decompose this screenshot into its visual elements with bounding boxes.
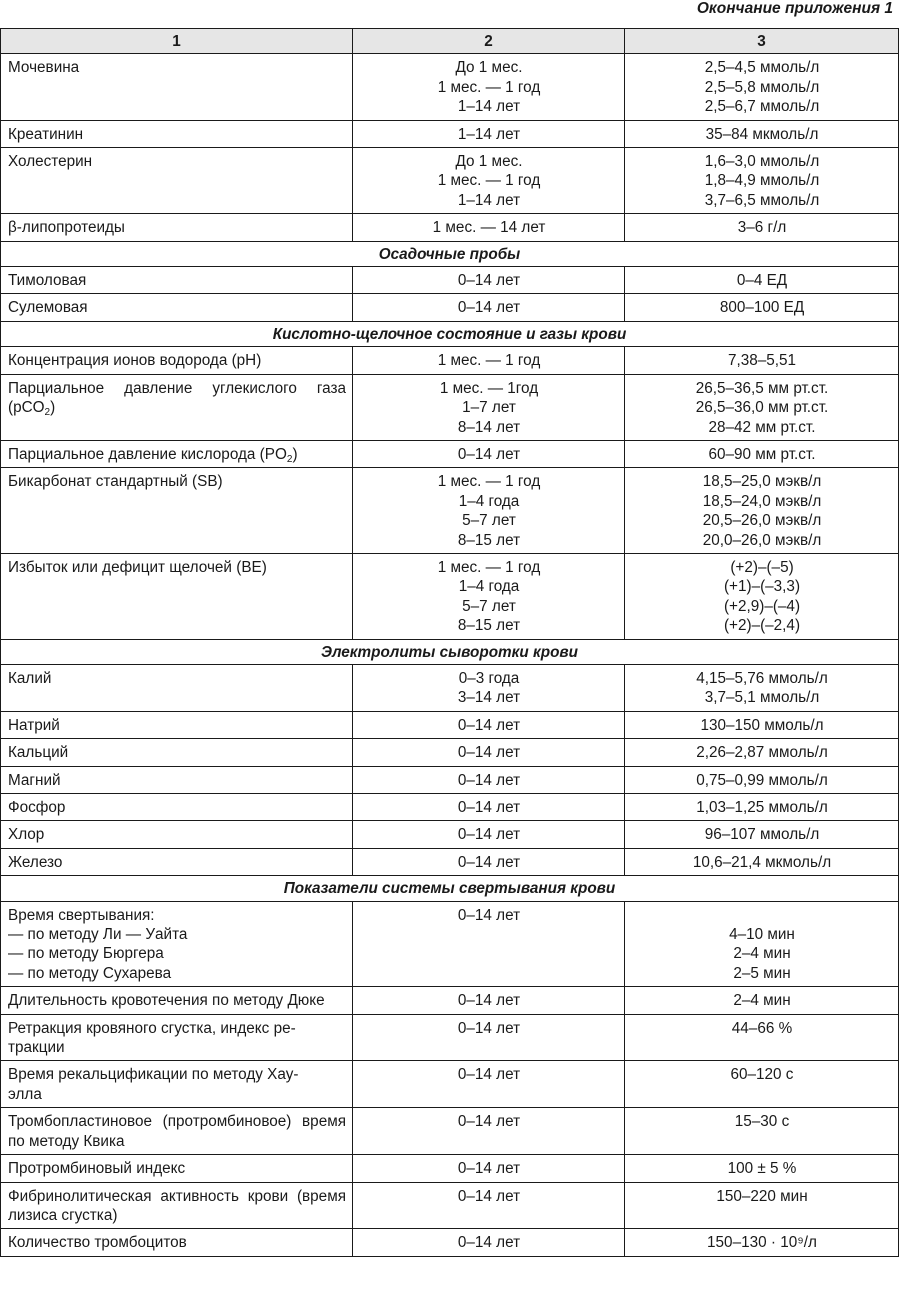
value-cell: 130–150 ммоль/л [625, 711, 899, 738]
indicator-name: Парциальное давление углекислого газа [8, 379, 346, 397]
table-row [1, 1229, 899, 1256]
indicator-cell [1, 739, 353, 766]
column-header-2: 2 [353, 29, 625, 54]
indicator-cell [1, 553, 353, 639]
age-cell: 0–14 лет [353, 267, 625, 294]
indicator-cell [1, 214, 353, 241]
indicator-name: Избыток или дефицит щелочей (BE) [8, 558, 267, 576]
table-row [1, 1108, 899, 1155]
value-cell: 4–10 мин 2–4 мин 2–5 мин [625, 901, 899, 987]
indicator-cell [1, 794, 353, 821]
age-cell: 0–14 лет [353, 1061, 625, 1108]
table-row [1, 374, 899, 440]
indicator-name: Ретракция кровяного сгустка, индекс ре- тракции [8, 1019, 296, 1057]
indicator-name: Время свертывания: — по методу Ли — Уайта — по методу Бюргера — по методу Сухарева [8, 906, 188, 982]
section-header-row [1, 876, 899, 901]
value-cell: 1,6–3,0 ммоль/л 1,8–4,9 ммоль/л 3,7–6,5 ммоль/л [625, 148, 899, 214]
age-cell: 0–14 лет [353, 739, 625, 766]
value-cell: 2–4 мин [625, 987, 899, 1014]
indicator-cell [1, 374, 353, 440]
age-cell: До 1 мес. 1 мес. — 1 год 1–14 лет [353, 54, 625, 120]
age-cell: 0–14 лет [353, 1182, 625, 1229]
age-cell: 1 мес. — 1 год 1–4 года 5–7 лет 8–15 лет [353, 553, 625, 639]
page-caption: Окончание приложения 1 [696, 0, 893, 17]
value-cell: 1,03–1,25 ммоль/л [625, 794, 899, 821]
indicator-cell [1, 821, 353, 848]
table-row [1, 987, 899, 1014]
age-cell: 0–14 лет [353, 1155, 625, 1182]
table-row [1, 54, 899, 120]
table-row [1, 1182, 899, 1229]
age-cell: 0–3 года 3–14 лет [353, 664, 625, 711]
table-row [1, 766, 899, 793]
indicator-name-end: ) [292, 445, 298, 463]
section-title: Показатели системы свертывания крови [1, 876, 899, 901]
indicator-cell [1, 1155, 353, 1182]
indicator-cell [1, 120, 353, 147]
age-cell: 0–14 лет [353, 987, 625, 1014]
age-cell: 0–14 лет [353, 794, 625, 821]
indicator-cell [1, 440, 353, 467]
indicator-name: β-липопротеиды [8, 219, 125, 237]
indicator-name: Мочевина [8, 59, 80, 77]
age-cell: 1–14 лет [353, 120, 625, 147]
table-row [1, 848, 899, 875]
value-cell: 44–66 % [625, 1014, 899, 1061]
indicator-name-cont: (pCO [8, 399, 45, 417]
indicator-name: Калий [8, 669, 52, 687]
indicator-name: Кальций [8, 744, 69, 762]
age-cell: 1 мес. — 14 лет [353, 214, 625, 241]
indicator-name-end: ) [50, 399, 56, 417]
indicator-cell [1, 347, 353, 374]
value-cell: 96–107 ммоль/л [625, 821, 899, 848]
age-cell: 1 мес. — 1год 1–7 лет 8–14 лет [353, 374, 625, 440]
table-row [1, 120, 899, 147]
value-cell: 150–220 мин [625, 1182, 899, 1229]
indicator-cell [1, 1014, 353, 1061]
indicator-cell [1, 848, 353, 875]
column-header-1: 1 [1, 29, 353, 54]
table-row [1, 1014, 899, 1061]
table-body [1, 29, 899, 1257]
indicator-name: Натрий [8, 716, 60, 734]
indicator-cell [1, 267, 353, 294]
indicator-cell [1, 766, 353, 793]
indicator-cell [1, 1182, 353, 1229]
reference-values-table [0, 28, 899, 1257]
indicator-name: Магний [8, 771, 61, 789]
indicator-cell [1, 468, 353, 554]
table-row [1, 1155, 899, 1182]
section-title: Кислотно-щелочное состояние и газы крови [1, 321, 899, 346]
table-header-row [1, 29, 899, 54]
age-cell: 0–14 лет [353, 440, 625, 467]
indicator-cell [1, 1061, 353, 1108]
table-row [1, 267, 899, 294]
table-row [1, 347, 899, 374]
value-cell: 26,5–36,5 мм рт.ст. 26,5–36,0 мм рт.ст. 28–42 мм рт.ст. [625, 374, 899, 440]
indicator-name: Тимоловая [8, 272, 87, 290]
indicator-cell [1, 901, 353, 987]
age-cell: 0–14 лет [353, 1229, 625, 1256]
table-row [1, 1061, 899, 1108]
value-cell: 35–84 мкмоль/л [625, 120, 899, 147]
value-cell: 150–130 · 10⁹/л [625, 1229, 899, 1256]
indicator-name: Сулемовая [8, 299, 88, 317]
indicator-name: Парциальное давление кислорода (PO [8, 445, 287, 463]
indicator-name: Фосфор [8, 799, 66, 816]
value-cell: 18,5–25,0 мэкв/л 18,5–24,0 мэкв/л 20,5–26,0 мэкв/л 20,0–26,0 мэкв/л [625, 468, 899, 554]
indicator-name: Длительность кровотечения по методу Дюке [8, 992, 325, 1010]
table-row [1, 711, 899, 738]
table-row [1, 664, 899, 711]
age-cell: 0–14 лет [353, 821, 625, 848]
table-row [1, 901, 899, 987]
value-cell: 2,5–4,5 ммоль/л 2,5–5,8 ммоль/л 2,5–6,7 ммоль/л [625, 54, 899, 120]
indicator-name: Время рекальцификации по методу Хау- элла [8, 1066, 299, 1103]
value-cell: 7,38–5,51 [625, 347, 899, 374]
value-cell: 60–90 мм рт.ст. [625, 440, 899, 467]
value-cell: 0–4 ЕД [625, 267, 899, 294]
age-cell: 0–14 лет [353, 711, 625, 738]
section-header-row [1, 321, 899, 346]
indicator-name: Хлор [8, 826, 45, 844]
value-cell: 4,15–5,76 ммоль/л 3,7–5,1 ммоль/л [625, 664, 899, 711]
indicator-cell [1, 987, 353, 1014]
indicator-subscript: 2 [286, 453, 293, 465]
section-title: Осадочные пробы [1, 241, 899, 266]
age-cell: 1 мес. — 1 год 1–4 года 5–7 лет 8–15 лет [353, 468, 625, 554]
indicator-subscript: 2 [44, 407, 51, 419]
indicator-name: Фибринолитическая активность крови (время лизиса сгустка) [8, 1187, 346, 1224]
table-row [1, 468, 899, 554]
value-cell: 15–30 с [625, 1108, 899, 1155]
value-cell: 0,75–0,99 ммоль/л [625, 766, 899, 793]
indicator-cell [1, 711, 353, 738]
value-cell: 3–6 г/л [625, 214, 899, 241]
section-header-row [1, 241, 899, 266]
indicator-cell [1, 54, 353, 120]
indicator-name: Протромбиновый индекс [8, 1160, 186, 1178]
indicator-cell [1, 294, 353, 321]
table-row [1, 148, 899, 214]
section-title: Электролиты сыворотки крови [1, 639, 899, 664]
age-cell: 0–14 лет [353, 1014, 625, 1061]
age-cell: 0–14 лет [353, 1108, 625, 1155]
table-row [1, 821, 899, 848]
value-cell: 800–100 ЕД [625, 294, 899, 321]
value-cell: (+2)–(–5) (+1)–(–3,3) (+2,9)–(–4) (+2)–(–2,4) [625, 553, 899, 639]
table-row [1, 553, 899, 639]
indicator-name: Тромбопластиновое (протромбиновое) время по методу Квика [8, 1113, 346, 1150]
age-cell: До 1 мес. 1 мес. — 1 год 1–14 лет [353, 148, 625, 214]
age-cell: 0–14 лет [353, 294, 625, 321]
indicator-cell [1, 148, 353, 214]
age-cell: 0–14 лет [353, 766, 625, 793]
indicator-cell [1, 1229, 353, 1256]
indicator-name: Бикарбонат стандартный (SB) [8, 473, 223, 491]
table-row [1, 739, 899, 766]
age-cell: 0–14 лет [353, 848, 625, 875]
indicator-name: Железо [8, 853, 63, 871]
value-cell: 2,26–2,87 ммоль/л [625, 739, 899, 766]
section-header-row [1, 639, 899, 664]
indicator-cell [1, 1108, 353, 1155]
value-cell: 60–120 с [625, 1061, 899, 1108]
indicator-name: Количество тромбоцитов [8, 1234, 187, 1252]
column-header-3: 3 [625, 29, 899, 54]
table-row [1, 794, 899, 821]
value-cell: 10,6–21,4 мкмоль/л [625, 848, 899, 875]
indicator-name: Креатинин [8, 125, 84, 143]
table-row [1, 440, 899, 467]
indicator-cell [1, 664, 353, 711]
age-cell: 0–14 лет [353, 901, 625, 987]
age-cell: 1 мес. — 1 год [353, 347, 625, 374]
table-row [1, 294, 899, 321]
table-row [1, 214, 899, 241]
indicator-name: Концентрация ионов водорода (pH) [8, 352, 262, 370]
value-cell: 100 ± 5 % [625, 1155, 899, 1182]
indicator-name: Холестерин [8, 153, 93, 171]
